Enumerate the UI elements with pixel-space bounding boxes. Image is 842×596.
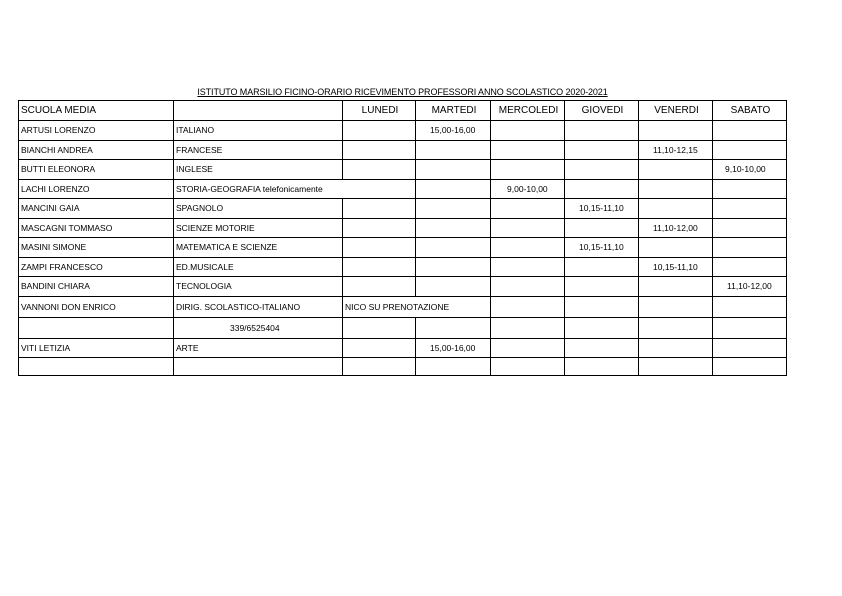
teacher-subject: SCIENZE MOTORIE [174,218,343,238]
header-mercoledi: MERCOLEDI [491,101,565,121]
teacher-subject: MATEMATICA E SCIENZE [174,238,343,258]
cell-mercoledi [491,121,565,141]
table-row [19,277,787,297]
cell-sabato [713,257,787,277]
cell-venerdi [639,179,713,199]
cell-sabato [713,121,787,141]
teacher-subject: ITALIANO [174,121,343,141]
cell-giovedi [565,179,639,199]
header-venerdi: VENERDI [639,101,713,121]
cell-mercoledi [491,218,565,238]
cell-lunedi [343,199,416,219]
table-row [19,296,787,317]
table-header-row [19,101,787,121]
cell-martedi [416,238,491,258]
teacher-name: VANNONI DON ENRICO [19,296,174,317]
cell-lunedi [343,121,416,141]
time-slot: 10,15-11,10 [579,203,624,214]
cell-martedi [416,160,491,180]
cell-mercoledi [491,277,565,297]
cell-note: NICO SU PRENOTAZIONE [343,296,491,317]
cell-mercoledi [491,199,565,219]
cell-giovedi [565,218,639,238]
schedule-table [18,100,787,376]
cell-mercoledi [491,317,565,338]
cell-mercoledi [491,257,565,277]
cell-martedi [416,218,491,238]
time-slot: 9,00-10,00 [507,183,548,194]
time-slot: 11,10-12,00 [653,222,698,233]
cell-martedi [416,338,491,358]
teacher-subject: TECNOLOGIA [174,277,343,297]
cell-sabato [713,238,787,258]
cell-sabato [713,338,787,358]
cell-giovedi [565,121,639,141]
cell-venerdi [639,218,713,238]
cell-giovedi [565,338,639,358]
teacher-subject: SPAGNOLO [174,199,343,219]
cell-martedi [416,277,491,297]
teacher-name: ARTUSI LORENZO [19,121,174,141]
teacher-name: ZAMPI FRANCESCO [19,257,174,277]
cell-lunedi [343,277,416,297]
cell-venerdi [639,199,713,219]
time-slot: 10,15-11,10 [579,242,624,253]
cell-martedi [416,121,491,141]
cell-venerdi [639,160,713,180]
cell-giovedi [565,238,639,258]
teacher-name: BANDINI CHIARA [19,277,174,297]
cell-sabato [713,218,787,238]
cell-martedi [416,199,491,219]
cell-mercoledi [491,140,565,160]
header-lunedi: LUNEDI [343,101,416,121]
table-row [19,140,787,160]
cell-lunedi [343,140,416,160]
cell-martedi [416,179,491,199]
cell-sabato [713,179,787,199]
cell-mercoledi [491,238,565,258]
teacher-subject: ARTE [174,338,343,358]
cell-mercoledi [491,296,565,317]
table-row [19,179,787,199]
header-subject [174,101,343,121]
header-section: SCUOLA MEDIA [19,101,174,121]
cell-lunedi [343,257,416,277]
header-sabato: SABATO [713,101,787,121]
teacher-name: BUTTI ELEONORA [19,160,174,180]
table-row [19,199,787,219]
time-slot: 9,10-10,00 [725,164,766,175]
cell-empty [565,358,639,376]
teacher-subject: STORIA-GEOGRAFIA telefonicamente [174,179,416,199]
cell-lunedi [343,317,416,338]
teacher-subject: ED.MUSICALE [174,257,343,277]
teacher-name: MANCINI GAIA [19,199,174,219]
cell-venerdi [639,238,713,258]
cell-venerdi [639,277,713,297]
time-slot: 11,10-12,00 [727,281,772,292]
cell-giovedi [565,199,639,219]
cell-lunedi [343,338,416,358]
time-slot: 15,00-16,00 [430,125,476,136]
cell-martedi [416,317,491,338]
teacher-subject: INGLESE [174,160,343,180]
cell-venerdi [639,257,713,277]
cell-venerdi [639,296,713,317]
cell-sabato [713,199,787,219]
teacher-name: MASINI SIMONE [19,238,174,258]
cell-giovedi [565,277,639,297]
cell-empty [174,358,343,376]
cell-mercoledi [491,338,565,358]
cell-sabato [713,160,787,180]
cell-sabato [713,277,787,297]
cell-giovedi [565,296,639,317]
cell-giovedi [565,257,639,277]
table-row [19,338,787,358]
cell-lunedi [343,238,416,258]
cell-lunedi [343,160,416,180]
table-row [19,257,787,277]
cell-venerdi [639,338,713,358]
cell-empty [491,358,565,376]
cell-venerdi [639,317,713,338]
table-row [19,218,787,238]
teacher-subject: DIRIG. SCOLASTICO-ITALIANO [174,296,343,317]
cell-mercoledi [491,179,565,199]
table-row [19,121,787,141]
teacher-name: LACHI LORENZO [19,179,174,199]
cell-empty [639,358,713,376]
teacher-name: MASCAGNI TOMMASO [19,218,174,238]
page-title: ISTITUTO MARSILIO FICINO-ORARIO RICEVIMENTO PROFESSORI ANNO SCOLASTICO 2020-2021 [197,87,608,97]
teacher-phone: 339/6525404 [174,317,343,338]
cell-giovedi [565,160,639,180]
header-giovedi: GIOVEDI [565,101,639,121]
table-row [19,358,787,376]
cell-empty [19,317,174,338]
header-martedi: MARTEDI [416,101,491,121]
cell-venerdi [639,121,713,141]
cell-empty [343,358,416,376]
cell-mercoledi [491,160,565,180]
cell-empty [416,358,491,376]
cell-giovedi [565,140,639,160]
cell-martedi [416,140,491,160]
time-slot: 10,15-11,10 [653,261,698,272]
table-row [19,238,787,258]
time-slot: 15,00-16,00 [430,342,476,353]
cell-lunedi [343,218,416,238]
table-row [19,160,787,180]
cell-sabato [713,296,787,317]
table-row [19,317,787,338]
teacher-name: VITI LETIZIA [19,338,174,358]
cell-martedi [416,257,491,277]
cell-giovedi [565,317,639,338]
teacher-name: BIANCHI ANDREA [19,140,174,160]
cell-venerdi [639,140,713,160]
cell-sabato [713,140,787,160]
cell-empty [19,358,174,376]
teacher-subject: FRANCESE [174,140,343,160]
cell-sabato [713,317,787,338]
time-slot: 11,10-12,15 [653,144,698,155]
cell-empty [713,358,787,376]
